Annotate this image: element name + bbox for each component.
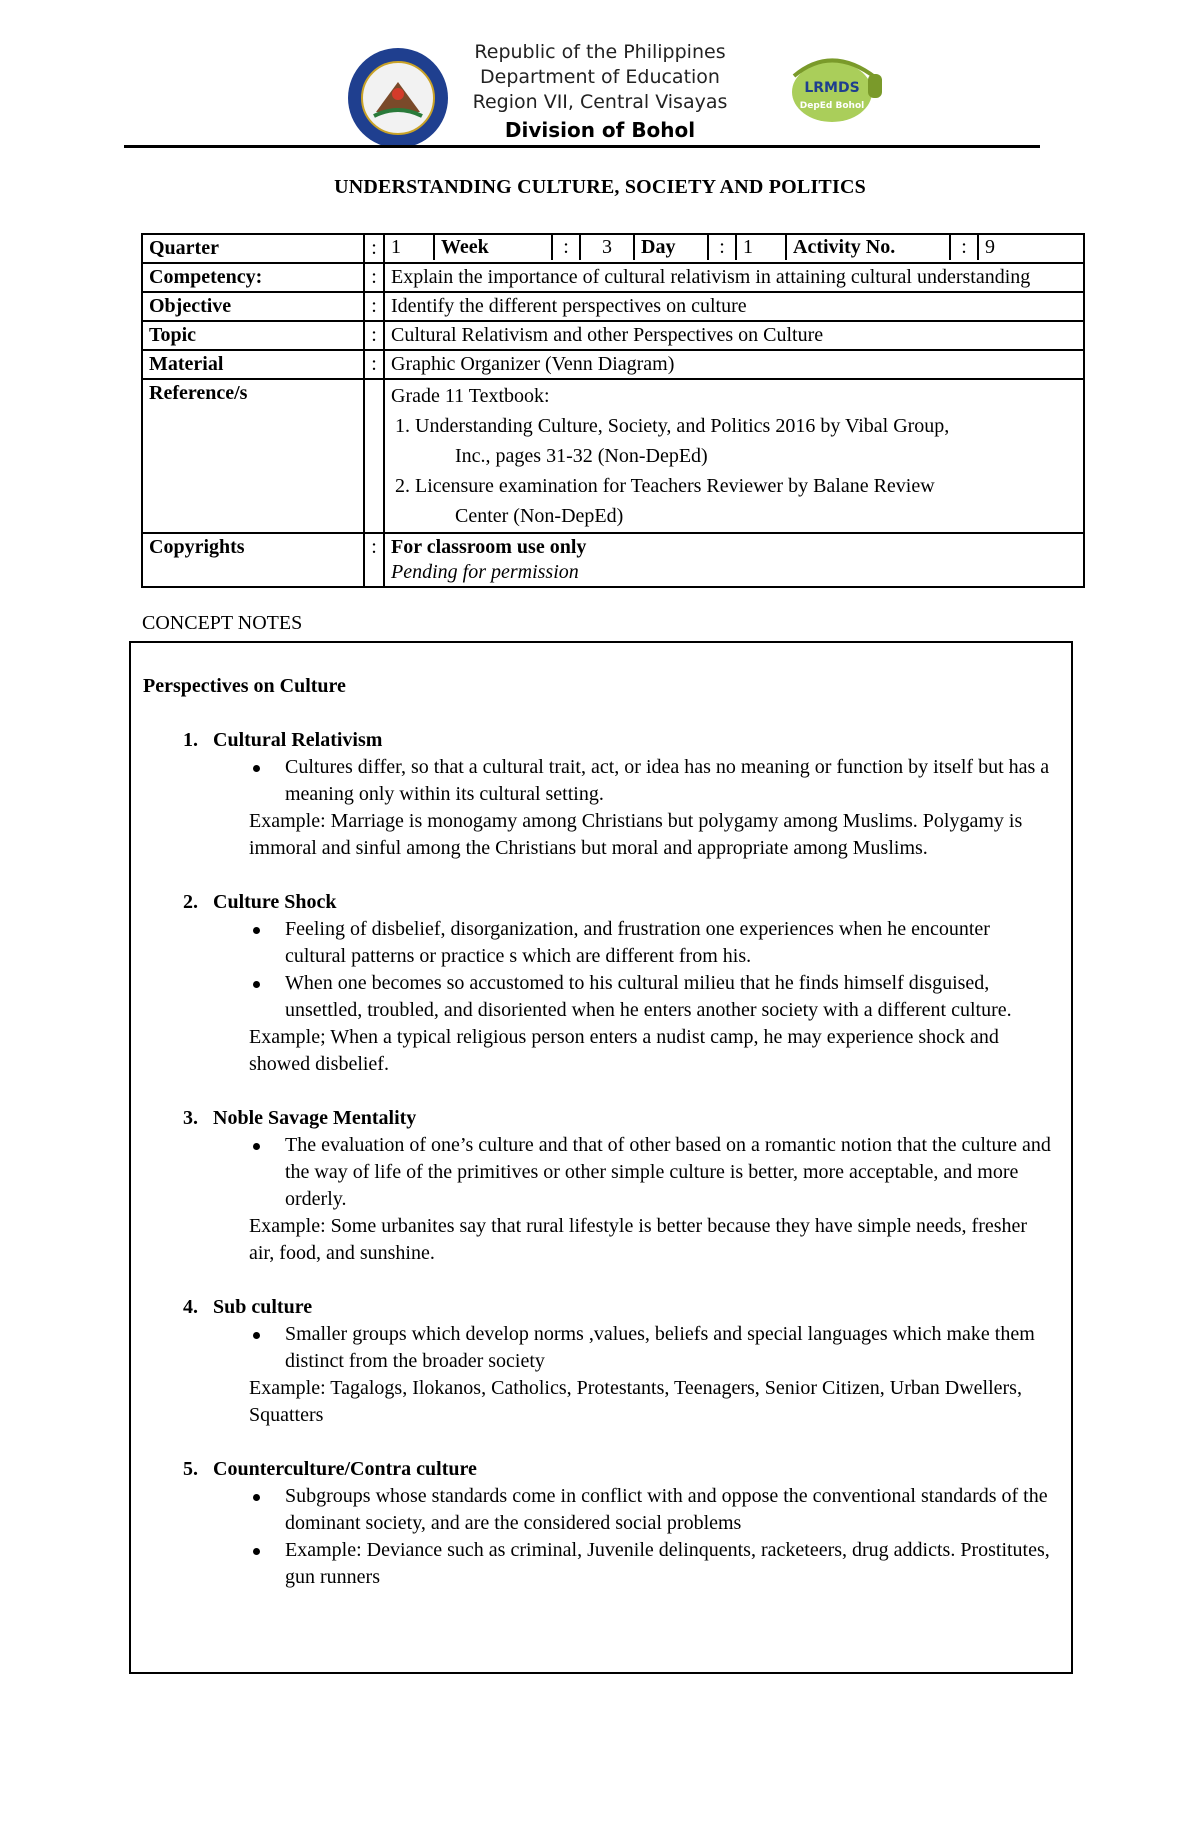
topic-value: Cultural Relativism and other Perspectives on Culture <box>384 321 1084 350</box>
example-text: Example: Tagalogs, Ilokanos, Catholics, Protestants, Teenagers, Senior Citizen, Urban Dwellers, Squatters <box>249 1377 1022 1426</box>
bullet-point <box>143 754 1053 808</box>
activity-label: Activity No. <box>786 235 950 260</box>
reference-label: Reference/s <box>142 379 364 533</box>
competency-value: Explain the importance of cultural relativism in attaining cultural understanding <box>384 263 1084 292</box>
perspective-item <box>143 1105 1053 1267</box>
colon: : <box>364 292 384 321</box>
example-text: Example; When a typical religious person enters a nudist camp, he may experience shock and showed disbelief. <box>249 1026 999 1075</box>
material-label: Material <box>142 350 364 379</box>
spacer <box>143 1078 1053 1105</box>
bullet-dot-icon <box>253 981 260 988</box>
colon: : <box>950 235 978 260</box>
perspective-item-heading <box>143 1105 1053 1132</box>
lrmds-logo-subtext: DepEd Bohol <box>799 101 865 111</box>
perspective-item <box>143 1294 1053 1429</box>
objective-row <box>142 292 1084 321</box>
concept-notes-content <box>143 673 1053 1591</box>
bullet-point <box>143 916 1053 970</box>
perspective-item <box>143 889 1053 1078</box>
bullet-point <box>143 1132 1053 1213</box>
colon: : <box>364 350 384 379</box>
reference-item-2: 2. Licensure examination for Teachers Reviewer by Balane Review <box>395 475 935 497</box>
perspective-item-title: Culture Shock <box>213 891 337 913</box>
perspective-item-number: 5. <box>183 1458 198 1480</box>
example-text: Example: Marriage is monogamy among Christians but polygamy among Muslims. Polygamy is immoral and sinful among the Christians but moral and appropriate among Muslims. <box>249 810 1023 859</box>
spacer <box>143 1267 1053 1294</box>
concept-notes-label: CONCEPT NOTES <box>142 612 303 634</box>
colon: : <box>364 321 384 350</box>
bullet-text: Cultures differ, so that a cultural trait, act, or idea has no meaning or function by itself but has a meaning only within its cultural setting. <box>285 756 1050 805</box>
perspective-item-title: Sub culture <box>213 1296 313 1318</box>
bullet-dot-icon <box>253 1494 260 1501</box>
copyright-value <box>384 533 1084 587</box>
bullet-dot-icon <box>253 927 260 934</box>
reference-row <box>142 379 1084 533</box>
perspective-item-title: Counterculture/Contra culture <box>213 1458 477 1480</box>
colon: : <box>364 263 384 292</box>
bullet-point <box>143 1321 1053 1375</box>
perspectives-heading: Perspectives on Culture <box>143 675 346 697</box>
perspective-item <box>143 1456 1053 1591</box>
spacer <box>143 1429 1053 1456</box>
competency-row <box>142 263 1084 292</box>
perspective-item-heading <box>143 727 1053 754</box>
day-label: Day <box>634 235 708 260</box>
colon: : <box>708 235 736 260</box>
reference-value <box>384 379 1084 533</box>
reference-item-1-cont: Inc., pages 31-32 (Non-DepEd) <box>455 445 708 467</box>
bullet-dot-icon <box>253 1143 260 1150</box>
day-value: 1 <box>736 235 786 260</box>
colon: : <box>364 234 384 263</box>
topic-row <box>142 321 1084 350</box>
bullet-text: Smaller groups which develop norms ,values, beliefs and special languages which make them distinct from the broader society <box>285 1323 1035 1372</box>
quarter-row <box>142 234 1084 263</box>
objective-value: Identify the different perspectives on culture <box>384 292 1084 321</box>
perspective-item <box>143 727 1053 862</box>
week-label: Week <box>434 235 552 260</box>
header-divider <box>124 145 1040 148</box>
bullet-text: Example: Deviance such as criminal, Juvenile delinquents, racketeers, drug addicts. Prostitutes, gun runners <box>285 1539 1050 1588</box>
activity-value: 9 <box>978 235 1083 260</box>
reference-intro: Grade 11 Textbook: <box>391 385 550 407</box>
bullet-dot-icon <box>253 1332 260 1339</box>
perspective-item-heading <box>143 1294 1053 1321</box>
perspective-item-number: 3. <box>183 1107 198 1129</box>
bullet-text: The evaluation of one’s culture and that of other based on a romantic notion that the culture and the way of life of the primitives or other simple culture is better, more acceptable, and more orderly. <box>285 1134 1051 1210</box>
reference-item-2-cont: Center (Non-DepEd) <box>455 505 624 527</box>
header-republic: Republic of the Philippines <box>474 41 726 63</box>
document-title: UNDERSTANDING CULTURE, SOCIETY AND POLITICS <box>334 176 866 198</box>
colon <box>364 379 384 533</box>
activity-info-table <box>141 233 1085 588</box>
colon: : <box>552 235 580 260</box>
bullet-point <box>143 970 1053 1024</box>
division-name: Division of Bohol <box>504 118 696 142</box>
bullet-dot-icon <box>253 765 260 772</box>
perspective-item-number: 1. <box>183 729 198 751</box>
perspective-item-title: Noble Savage Mentality <box>213 1107 417 1129</box>
copyright-row <box>142 533 1084 587</box>
perspective-item-heading <box>143 889 1053 916</box>
perspective-item-title: Cultural Relativism <box>213 729 383 751</box>
perspective-item-heading <box>143 1456 1053 1483</box>
perspectives-list <box>143 727 1053 1591</box>
perspective-item-number: 2. <box>183 891 198 913</box>
competency-label: Competency: <box>142 263 364 292</box>
copyright-line-2: Pending for permission <box>391 561 579 583</box>
bullet-point <box>143 1483 1053 1537</box>
spacer <box>143 862 1053 889</box>
material-row <box>142 350 1084 379</box>
lrmds-logo-text: LRMDS <box>804 80 860 96</box>
bullet-text: When one becomes so accustomed to his cultural milieu that he finds himself disguised, unsettled, troubled, and disoriented when he enters another society with a different culture. <box>285 972 1012 1021</box>
header-region: Region VII, Central Visayas <box>472 91 728 113</box>
copyright-line-1: For classroom use only <box>391 536 587 558</box>
week-value: 3 <box>580 235 634 260</box>
concept-notes-box <box>129 641 1073 1674</box>
example-text: Example: Some urbanites say that rural lifestyle is better because they have simple needs, fresher air, food, and sunshine. <box>249 1215 1028 1264</box>
bullet-point <box>143 1537 1053 1591</box>
topic-label: Topic <box>142 321 364 350</box>
copyright-label: Copyrights <box>142 533 364 587</box>
bullet-dot-icon <box>253 1548 260 1555</box>
document-header <box>0 0 1200 150</box>
quarter-details <box>384 234 1084 263</box>
bullet-text: Feeling of disbelief, disorganization, and frustration one experiences when he encounter cultural patterns or practice s which are different from his. <box>285 918 990 967</box>
objective-label: Objective <box>142 292 364 321</box>
perspective-item-number: 4. <box>183 1296 198 1318</box>
header-department: Department of Education <box>480 66 720 88</box>
reference-item-1: 1. Understanding Culture, Society, and Politics 2016 by Vibal Group, <box>395 415 950 437</box>
material-value: Graphic Organizer (Venn Diagram) <box>384 350 1084 379</box>
quarter-label: Quarter <box>142 234 364 263</box>
quarter-value: 1 <box>391 236 401 258</box>
bullet-text: Subgroups whose standards come in conflict with and oppose the conventional standards of the dominant society, and are the considered social problems <box>285 1485 1048 1534</box>
colon: : <box>364 533 384 587</box>
